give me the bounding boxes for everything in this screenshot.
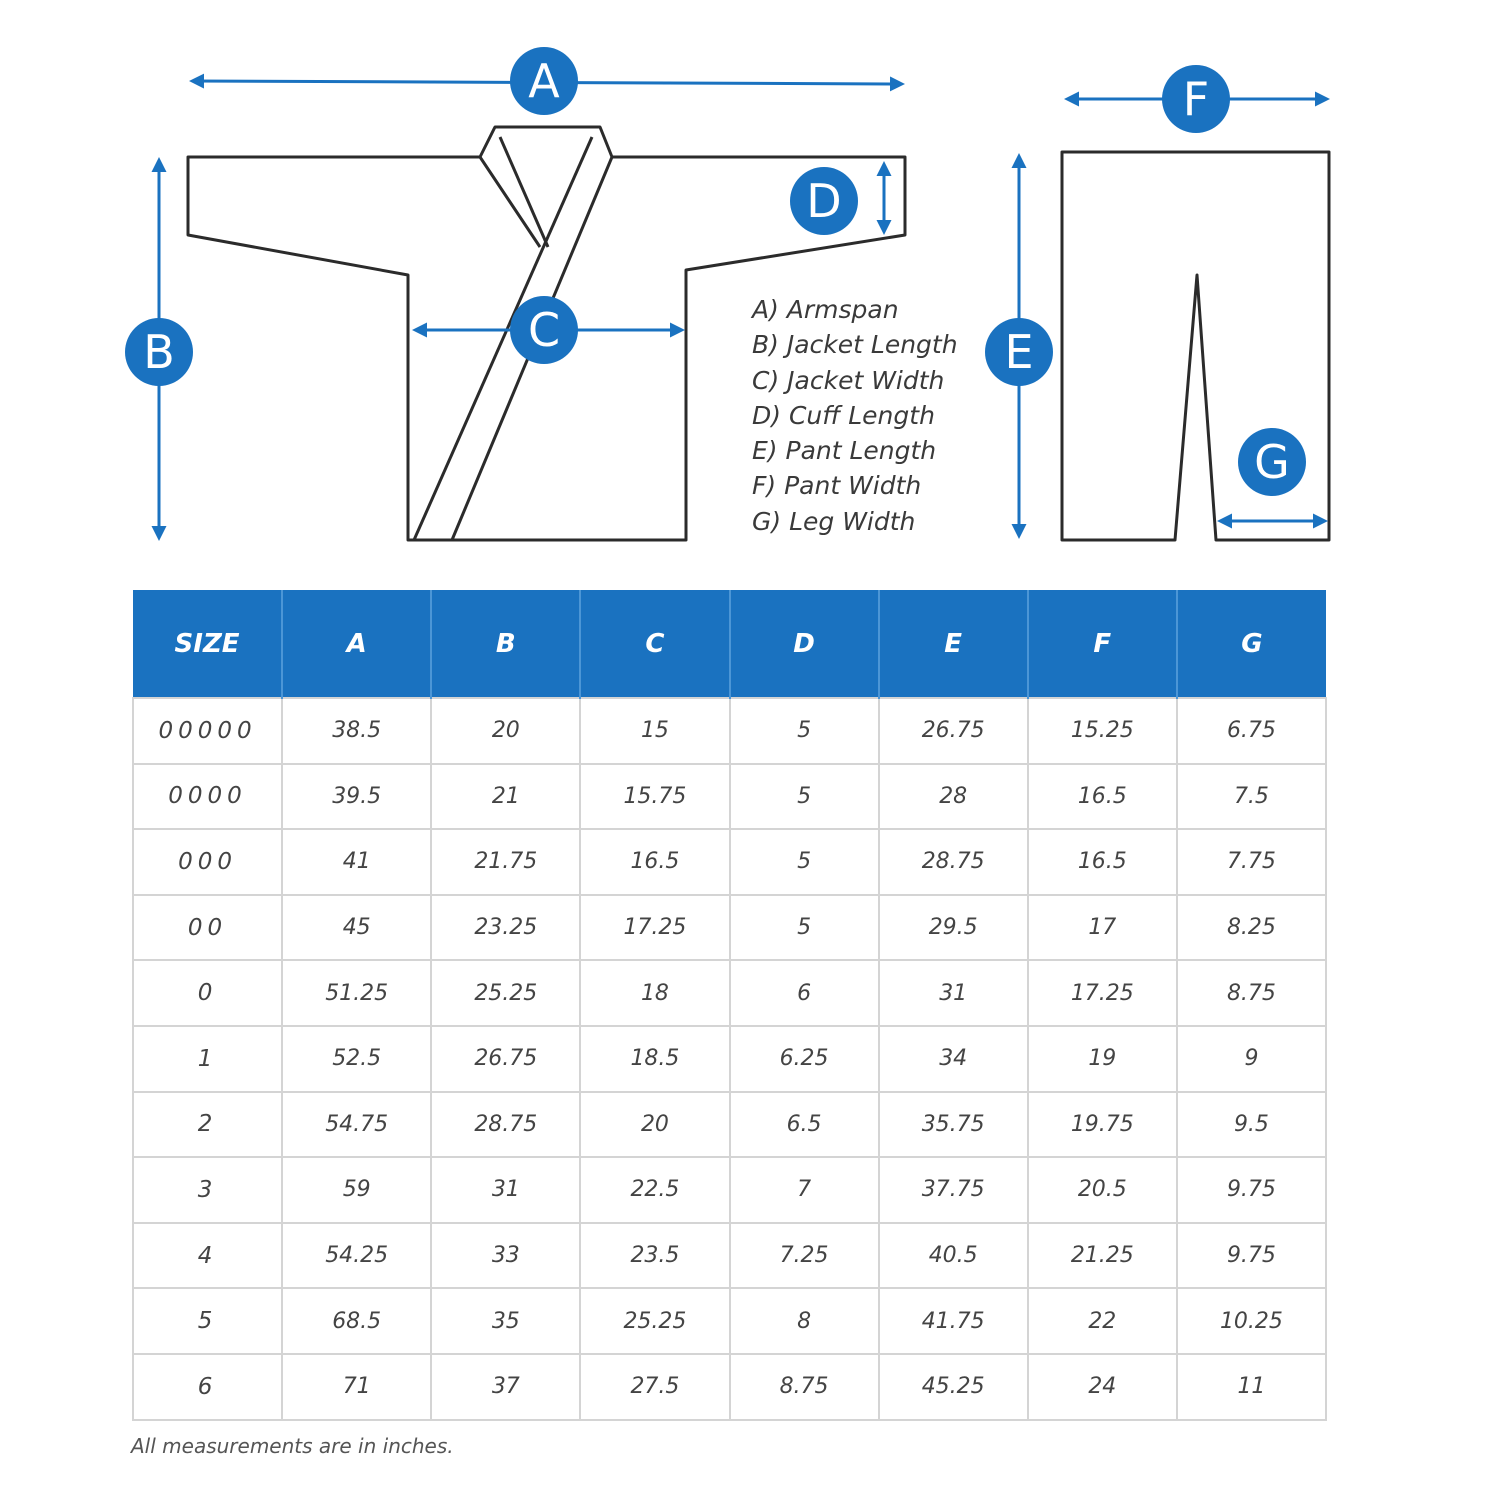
column-header-d: D [730,590,879,698]
measurement-cell: 37 [431,1354,580,1420]
measurement-cell: 41.75 [879,1288,1028,1354]
measurement-cell: 16.5 [1028,829,1177,895]
measurement-cell: 15.75 [580,764,729,830]
measurement-cell: 20 [580,1092,729,1158]
diagram-svg [0,0,1500,570]
measurement-cell: 34 [879,1026,1028,1092]
legend-item-cuff-length: D) Cuff Length [752,400,935,430]
measurement-cell: 23.5 [580,1223,729,1289]
measurement-cell: 5 [730,698,879,764]
table-row [133,1288,1326,1354]
measurement-cell: 7.25 [730,1223,879,1289]
legend-item-armspan: A) Armspan [752,295,899,324]
measurement-cell: 54.75 [282,1092,431,1158]
measurement-cell: 59 [282,1157,431,1223]
legend-item-pant-width: F) Pant Width [752,471,922,501]
measurement-cell: 22 [1028,1288,1177,1354]
marker-a [510,47,578,115]
svg-text:E: E [1004,325,1034,379]
size-cell: 0 [133,960,282,1026]
measurement-cell: 11 [1177,1354,1326,1420]
measurement-cell: 26.75 [431,1026,580,1092]
size-chart-table [132,590,1327,1421]
measurement-cell: 23.25 [431,895,580,961]
measurement-cell: 35 [431,1288,580,1354]
table-row [133,1223,1326,1289]
size-cell: 00 [133,895,282,961]
measurement-cell: 19.75 [1028,1092,1177,1158]
column-header-b: B [431,590,580,698]
measurement-cell: 45 [282,895,431,961]
svg-text:C: C [527,303,561,357]
measurement-cell: 7.75 [1177,829,1326,895]
column-header-c: C [580,590,729,698]
size-cell: 1 [133,1026,282,1092]
measurement-cell: 31 [431,1157,580,1223]
measurement-cell: 37.75 [879,1157,1028,1223]
measurement-cell: 71 [282,1354,431,1420]
measurement-cell: 8.25 [1177,895,1326,961]
legend-item-pant-length: E) Pant Length [752,436,937,466]
measurement-cell: 8 [730,1288,879,1354]
svg-text:D: D [806,174,842,228]
size-cell: 00000 [133,698,282,764]
table-row [133,1092,1326,1158]
measurement-cell: 45.25 [879,1354,1028,1420]
legend-item-jacket-width: C) Jacket Width [752,365,945,395]
size-cell: 000 [133,829,282,895]
measurement-cell: 20 [431,698,580,764]
svg-text:A: A [528,54,560,108]
measurement-cell: 27.5 [580,1354,729,1420]
measurement-cell: 21.75 [431,829,580,895]
table-row [133,764,1326,830]
svg-text:B: B [143,325,175,379]
column-header-size: SIZE [133,590,282,698]
measurement-cell: 17.25 [580,895,729,961]
measurement-cell: 20.5 [1028,1157,1177,1223]
measurement-cell: 9.75 [1177,1223,1326,1289]
table-header-row [133,590,1326,698]
size-cell: 5 [133,1288,282,1354]
measurement-cell: 18.5 [580,1026,729,1092]
measurement-cell: 5 [730,764,879,830]
measurement-cell: 15.25 [1028,698,1177,764]
measurement-cell: 26.75 [879,698,1028,764]
measurement-cell: 22.5 [580,1157,729,1223]
column-header-a: A [282,590,431,698]
table-row [133,1157,1326,1223]
measurement-cell: 41 [282,829,431,895]
size-cell: 2 [133,1092,282,1158]
table-row [133,698,1326,764]
marker-c [510,296,578,364]
size-cell: 3 [133,1157,282,1223]
legend-item-jacket-length: B) Jacket Length [752,330,958,360]
measurement-cell: 10.25 [1177,1288,1326,1354]
measurement-cell: 28.75 [431,1092,580,1158]
measurement-cell: 38.5 [282,698,431,764]
marker-b [125,318,193,386]
marker-g [1238,428,1306,496]
dimension-arrows [159,81,1327,538]
measurement-cell: 18 [580,960,729,1026]
measurement-cell: 19 [1028,1026,1177,1092]
measurement-cell: 28.75 [879,829,1028,895]
measurement-cell: 29.5 [879,895,1028,961]
measurement-legend [752,292,958,539]
measurement-cell: 25.25 [580,1288,729,1354]
legend-item-leg-width: G) Leg Width [752,506,916,536]
size-cell: 6 [133,1354,282,1420]
table-row [133,1354,1326,1420]
measurement-cell: 39.5 [282,764,431,830]
measurement-cell: 6.75 [1177,698,1326,764]
measurement-cell: 5 [730,829,879,895]
measurement-cell: 6.5 [730,1092,879,1158]
measurement-cell: 7 [730,1157,879,1223]
measurement-cell: 54.25 [282,1223,431,1289]
measurement-cell: 17.25 [1028,960,1177,1026]
measurement-diagram [0,0,1500,570]
measurement-cell: 52.5 [282,1026,431,1092]
measurement-note: All measurements are in inches. [131,1434,454,1458]
svg-text:G: G [1254,435,1290,489]
table-body [133,698,1326,1420]
measurement-cell: 17 [1028,895,1177,961]
measurement-cell: 8.75 [730,1354,879,1420]
table-row [133,960,1326,1026]
measurement-cell: 21 [431,764,580,830]
measurement-cell: 28 [879,764,1028,830]
measurement-cell: 33 [431,1223,580,1289]
measurement-cell: 68.5 [282,1288,431,1354]
table-row [133,895,1326,961]
size-cell: 4 [133,1223,282,1289]
measurement-cell: 40.5 [879,1223,1028,1289]
table-row [133,1026,1326,1092]
column-header-f: F [1028,590,1177,698]
measurement-cell: 6.25 [730,1026,879,1092]
marker-d [790,167,858,235]
marker-f [1162,65,1230,133]
measurement-cell: 8.75 [1177,960,1326,1026]
svg-text:F: F [1182,72,1210,126]
measurement-cell: 24 [1028,1354,1177,1420]
table-row [133,829,1326,895]
measurement-cell: 6 [730,960,879,1026]
marker-e [985,318,1053,386]
measurement-cell: 9.5 [1177,1092,1326,1158]
measurement-cell: 7.5 [1177,764,1326,830]
measurement-cell: 21.25 [1028,1223,1177,1289]
size-cell: 0000 [133,764,282,830]
measurement-cell: 15 [580,698,729,764]
measurement-cell: 51.25 [282,960,431,1026]
measurement-cell: 16.5 [1028,764,1177,830]
measurement-cell: 5 [730,895,879,961]
measurement-cell: 9 [1177,1026,1326,1092]
measurement-cell: 31 [879,960,1028,1026]
measurement-cell: 9.75 [1177,1157,1326,1223]
column-header-g: G [1177,590,1326,698]
measurement-cell: 35.75 [879,1092,1028,1158]
measurement-cell: 16.5 [580,829,729,895]
measurement-cell: 25.25 [431,960,580,1026]
column-header-e: E [879,590,1028,698]
